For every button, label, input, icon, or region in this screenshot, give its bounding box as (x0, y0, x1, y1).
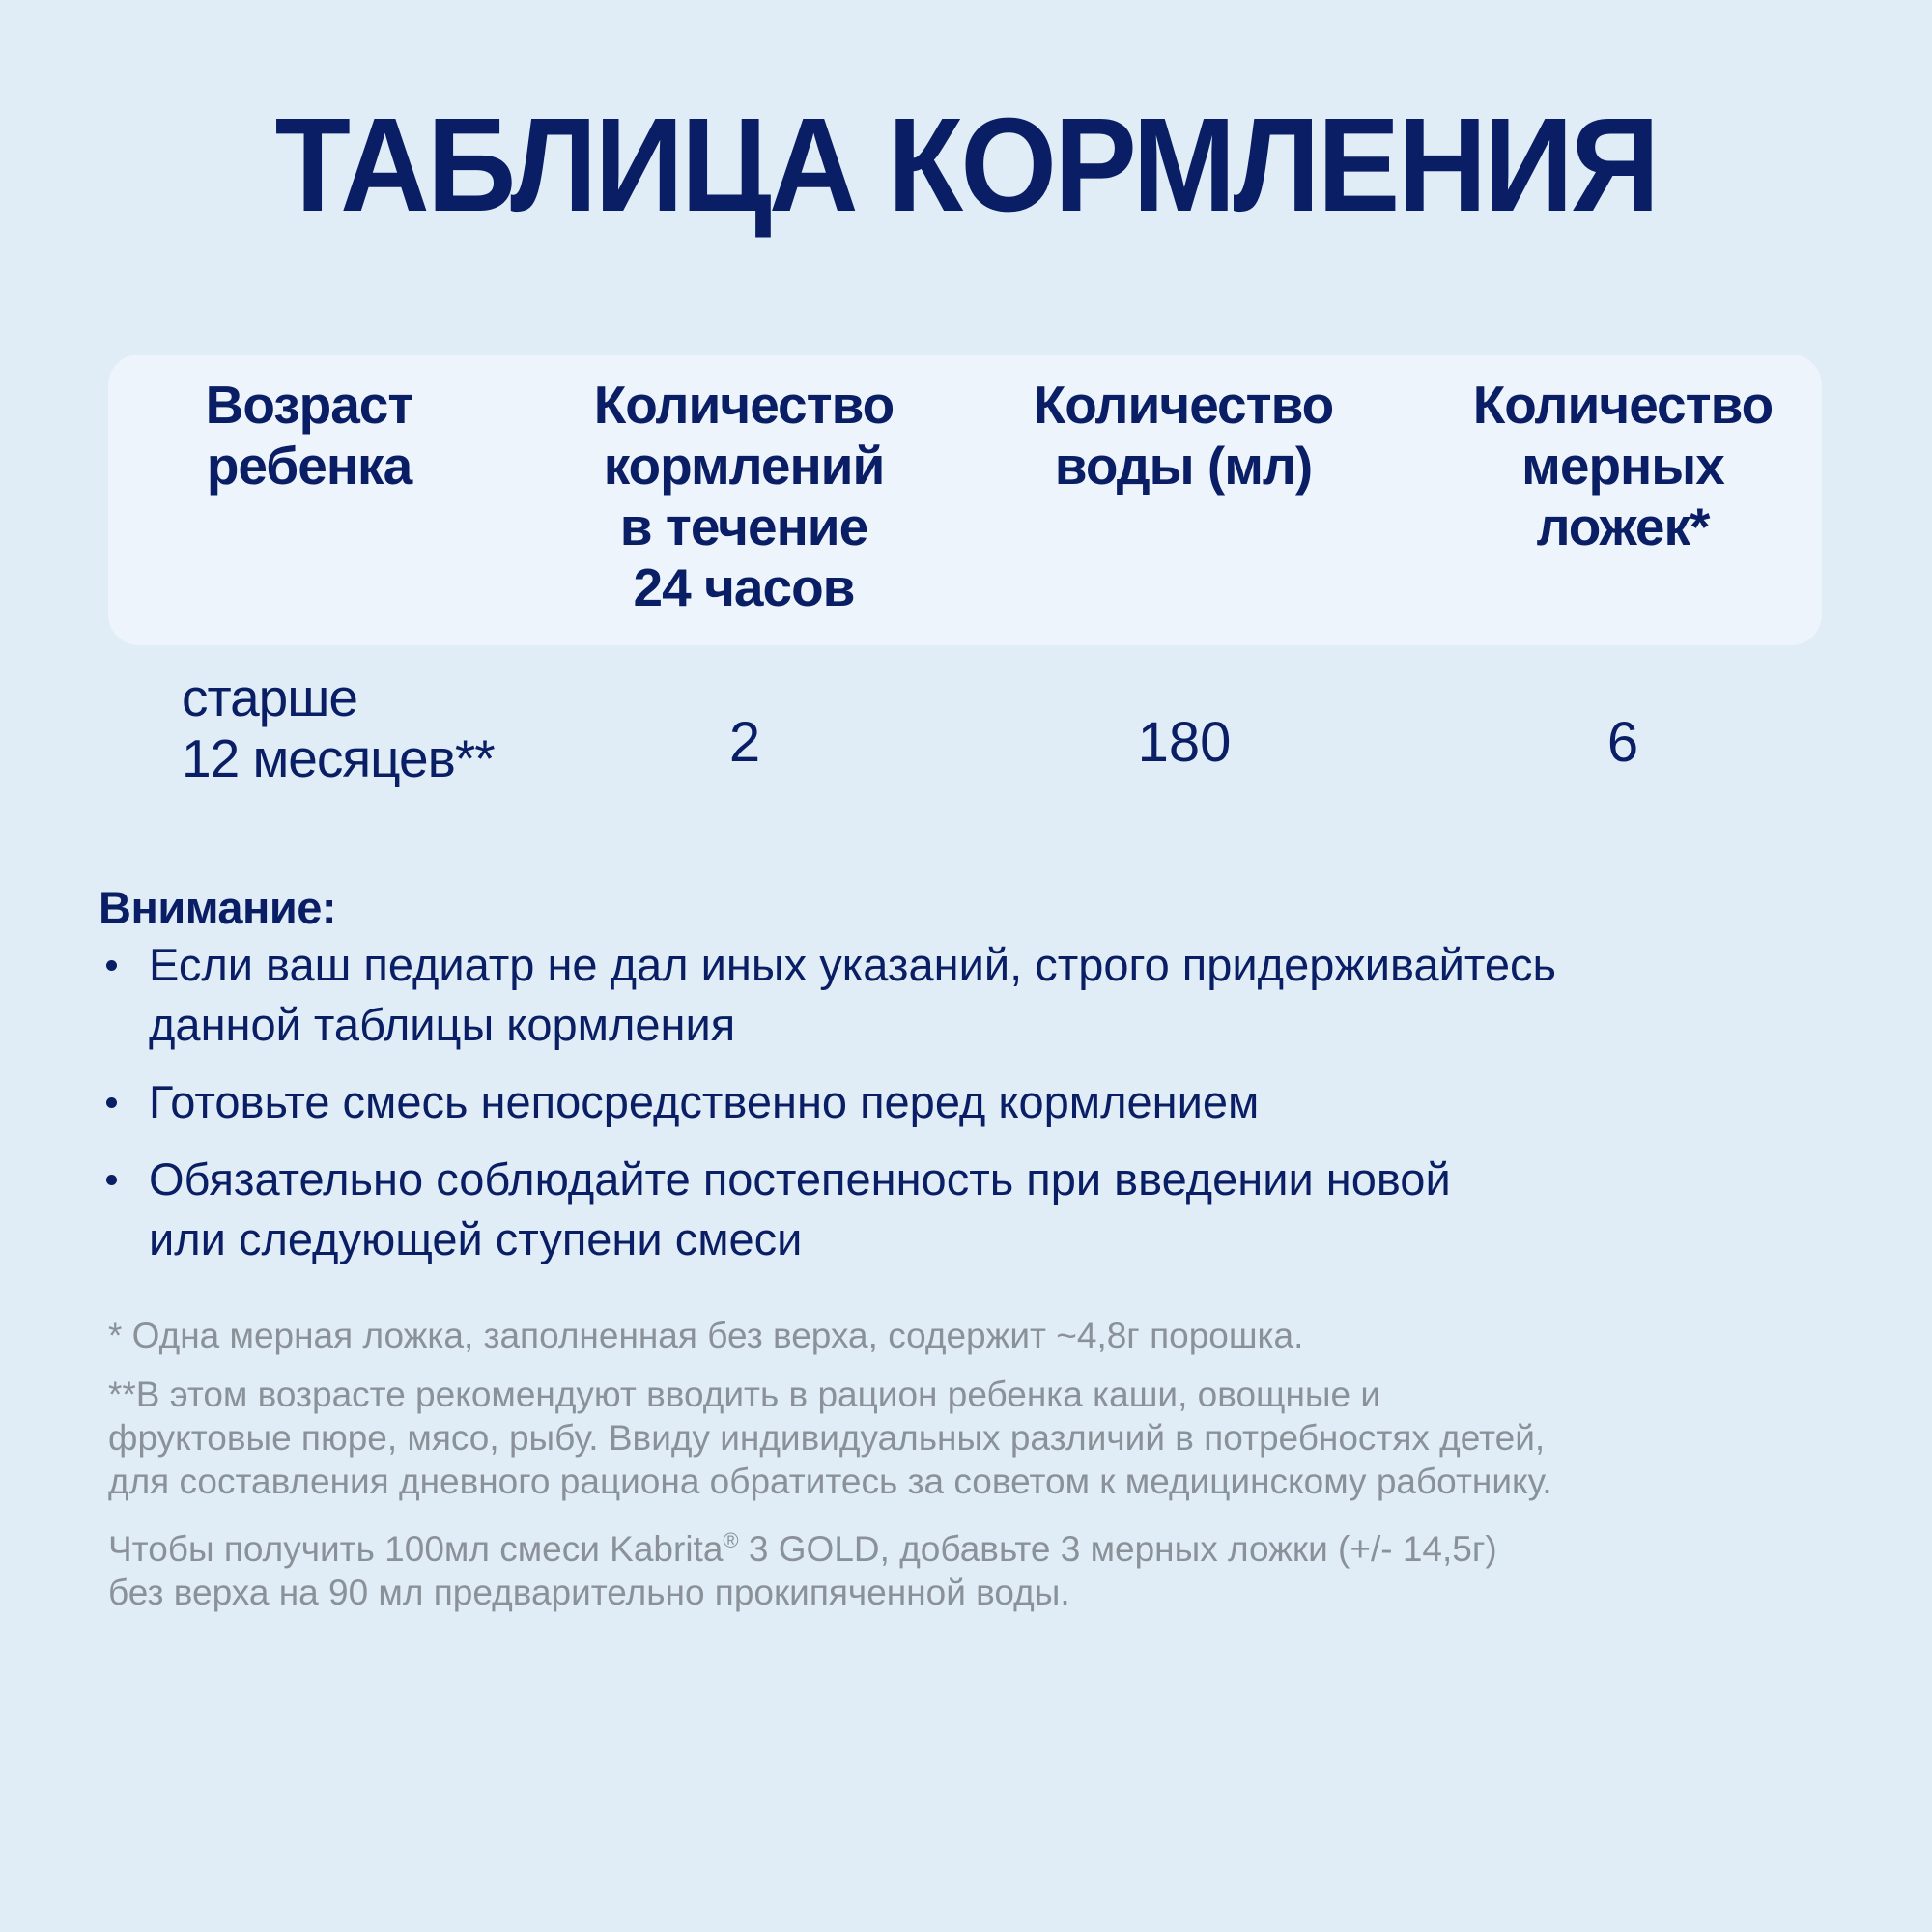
list-item (99, 1150, 1837, 1269)
cell-feedings: 2 (728, 711, 761, 774)
footnotes (108, 1314, 1837, 1630)
list-item (99, 1072, 1837, 1132)
bullet-icon (106, 1097, 117, 1108)
header-line: ребенка (206, 436, 412, 496)
footnote-scoop (108, 1314, 1837, 1357)
bullet-icon (106, 960, 117, 971)
list-item (99, 935, 1837, 1055)
header-line: воды (мл) (1054, 436, 1313, 496)
attention-list (99, 935, 1837, 1287)
age-line: старше (182, 668, 357, 727)
bullet-text: Если ваш педиатр не дал иных указаний, строго придерживайтесь (149, 939, 1556, 990)
header-line: мерных (1521, 436, 1724, 496)
registered-trademark-icon: ® (723, 1528, 739, 1552)
bullet-text: или следующей ступени смеси (149, 1213, 803, 1264)
header-line: в течение (619, 497, 868, 556)
column-header-feedings (570, 375, 918, 618)
bullet-text: данной таблицы кормления (149, 999, 736, 1050)
prep-text-before: Чтобы получить 100мл смеси Kabrita (108, 1529, 724, 1569)
cell-scoops: 6 (1606, 711, 1639, 774)
footnote-text: фруктовые пюре, мясо, рыбу. Ввиду индивидуальных различий в потребностях детей, (108, 1418, 1546, 1458)
header-line: Количество (593, 375, 895, 435)
age-line: 12 месяцев** (182, 728, 495, 788)
header-line: ложек* (1536, 497, 1710, 556)
column-header-age (145, 375, 473, 497)
header-line: Возраст (205, 375, 413, 435)
attention-heading: Внимание: (99, 882, 337, 933)
footnote-text: **В этом возрасте рекомендуют вводить в рацион ребенка каши, овощные и (108, 1375, 1381, 1414)
cell-age (182, 668, 495, 789)
prep-text-after: 3 GOLD, добавьте 3 мерных ложки (+/- 14,5г) (738, 1529, 1497, 1569)
column-header-water (1009, 375, 1357, 497)
header-line: Количество (1033, 375, 1334, 435)
header-line: кормлений (603, 436, 885, 496)
footnote-text: для составления дневного рациона обратитесь за советом к медицинскому работнику. (108, 1462, 1552, 1501)
header-line: Количество (1472, 375, 1774, 435)
page-title: ТАБЛИЦА КОРМЛЕНИЯ (274, 91, 1658, 240)
footnote-age (108, 1373, 1837, 1503)
cell-water-ml: 180 (1137, 711, 1232, 774)
footnote-text (108, 1519, 1837, 1571)
footnote-text: без верха на 90 мл предварительно прокипяченной воды. (108, 1573, 1070, 1612)
footnote-text: * Одна мерная ложка, заполненная без верха, содержит ~4,8г порошка. (108, 1316, 1304, 1355)
bullet-icon (106, 1175, 117, 1185)
footnote-preparation (108, 1519, 1837, 1614)
bullet-text: Обязательно соблюдайте постепенность при введении новой (149, 1153, 1451, 1205)
header-line: 24 часов (633, 557, 855, 617)
column-header-scoops (1449, 375, 1797, 557)
bullet-text: Готовьте смесь непосредственно перед кормлением (149, 1076, 1260, 1127)
